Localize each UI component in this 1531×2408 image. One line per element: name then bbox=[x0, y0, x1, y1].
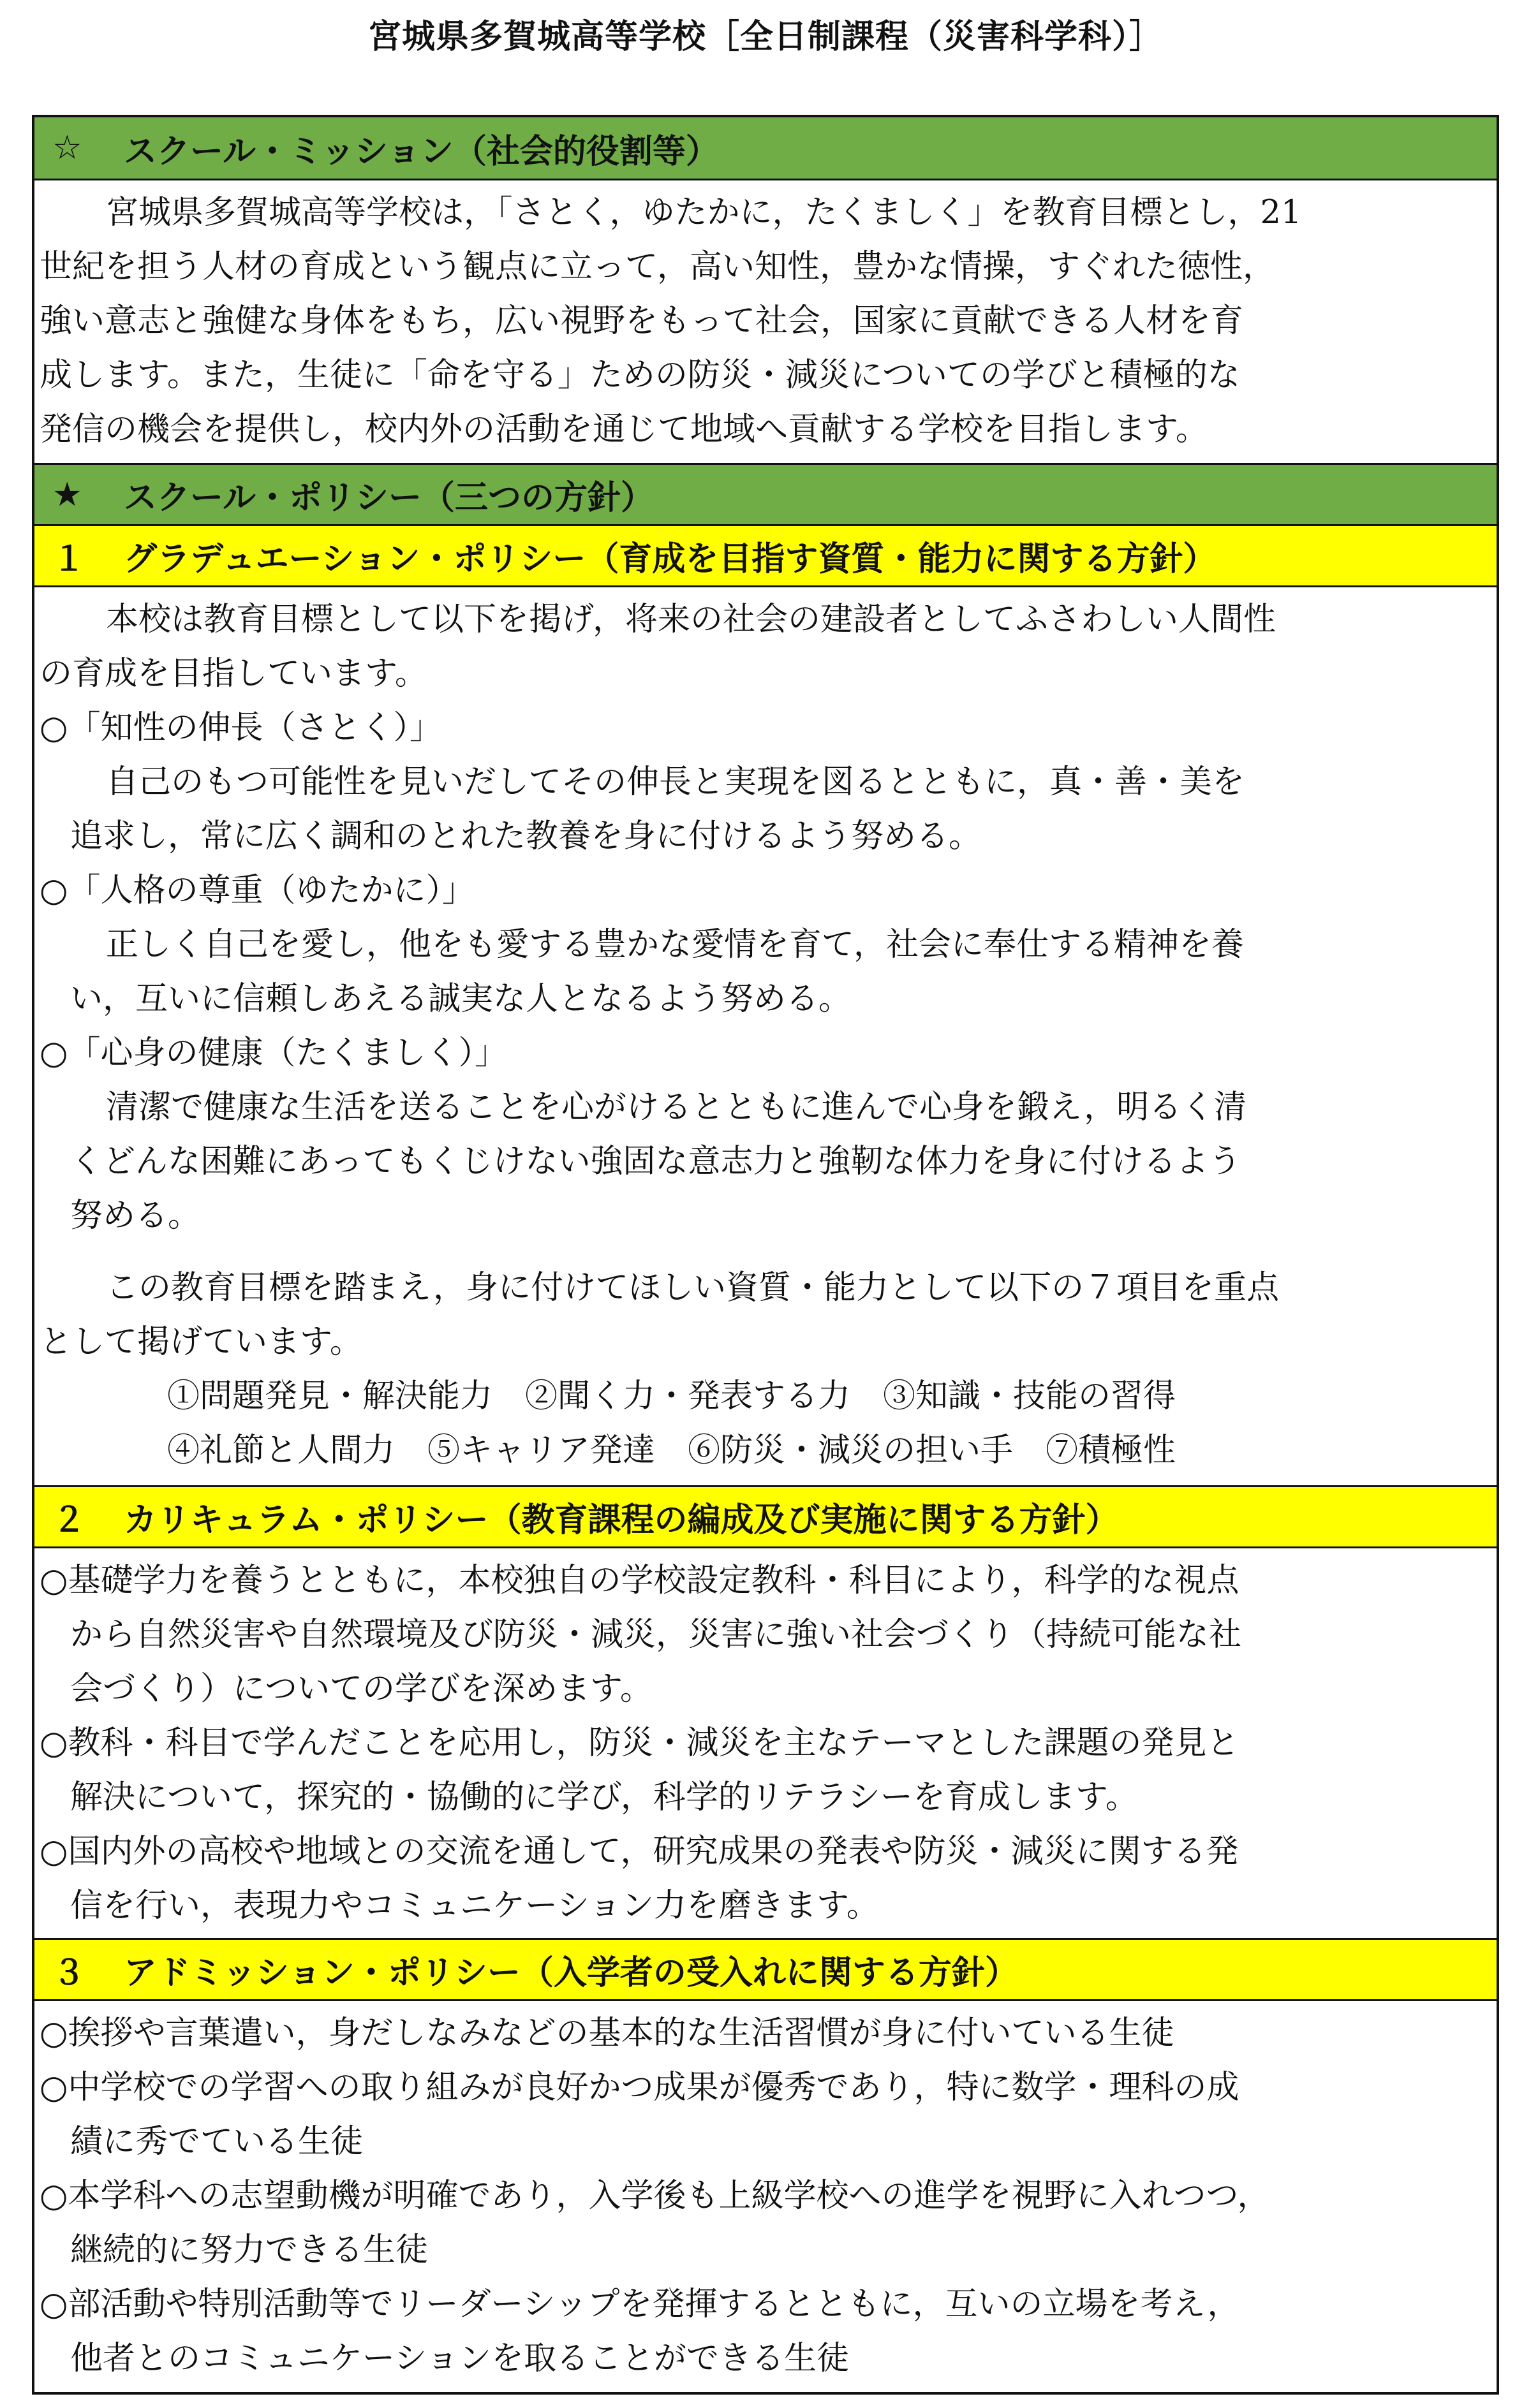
admission-item-line: ○中学校での学習への取り組みが良好かつ成果が優秀であり，特に数学・理科の成 bbox=[40, 2069, 1239, 2106]
mission-line: 強い意志と強健な身体をもち，広い視野をもって社会，国家に貢献できる人材を育 bbox=[40, 302, 1244, 340]
goal-title: ○「心身の健康（たくましく）」 bbox=[40, 1034, 508, 1072]
curriculum-heading: カリキュラム・ポリシー（教育課程の編成及び実施に関する方針） bbox=[124, 1501, 1119, 1539]
goal-title: ○「人格の尊重（ゆたかに）」 bbox=[40, 872, 475, 909]
mission-line: 発信の機会を提供し，校内外の活動を通じて地域へ貢献する学校を目指します。 bbox=[40, 411, 1208, 448]
graduation-heading: グラデュエーション・ポリシー（育成を目指す資質・能力に関する方針） bbox=[124, 540, 1217, 578]
admission-body bbox=[34, 1999, 1497, 2392]
competency-list-line: ①問題発見・解決能力 ②聞く力・発表する力 ③知識・技能の習得 bbox=[167, 1377, 1176, 1415]
goal-line: 追求し，常に広く調和のとれた教養を身に付けるよう努める。 bbox=[70, 818, 982, 855]
graduation-intro-line: の育成を目指しています。 bbox=[40, 655, 427, 693]
mission-line: 宮城県多賀城高等学校は，「さとく，ゆたかに，たくましく」を教育目標とし，21 bbox=[106, 194, 1302, 231]
mission-line: 世紀を担う人材の育成という観点に立って，高い知性，豊かな情操，すぐれた徳性， bbox=[40, 248, 1275, 286]
curriculum-header bbox=[34, 1485, 1497, 1546]
goal-line: 清潔で健康な生活を送ることを心がけるとともに進んで心身を鍛え，明るく清 bbox=[106, 1089, 1247, 1126]
curriculum-item-line: ○国内外の高校や地域との交流を通して，研究成果の発表や防災・減災に関する発 bbox=[40, 1833, 1239, 1870]
star-filled-icon: ★ bbox=[52, 475, 82, 514]
mission-heading: スクール・ミッション（社会的役割等） bbox=[124, 132, 719, 171]
admission-item-line: 継続的に努力できる生徒 bbox=[70, 2231, 429, 2269]
goal-line: くどんな困難にあってもくじけない強固な意志力と強靭な体力を身に付けるよう bbox=[70, 1143, 1241, 1180]
graduation-header bbox=[34, 524, 1497, 585]
mission-body bbox=[34, 179, 1497, 463]
curriculum-item-line: 解決について，探究的・協働的に学び，科学的リテラシーを育成します。 bbox=[70, 1779, 1138, 1816]
admission-heading: アドミッション・ポリシー（入学者の受入れに関する方針） bbox=[124, 1954, 1018, 1992]
curriculum-item-line: から自然災害や自然環境及び防災・減災，災害に強い社会づくり（持続可能な社 bbox=[70, 1616, 1242, 1654]
policy-header bbox=[34, 463, 1497, 524]
admission-item-line: ○部活動や特別活動等でリーダーシップを発揮するとともに，互いの立場を考え， bbox=[40, 2286, 1240, 2323]
curriculum-item-line: ○基礎学力を養うとともに，本校独自の学校設定教科・科目により，科学的な視点 bbox=[40, 1562, 1239, 1599]
goal-title: ○「知性の伸長（さとく）」 bbox=[40, 709, 443, 747]
curriculum-body bbox=[34, 1546, 1497, 1938]
spacer bbox=[40, 1243, 1497, 1261]
admission-item-line: 績に秀でている生徒 bbox=[70, 2123, 364, 2161]
graduation-intro-line: 本校は教育目標として以下を掲げ，将来の社会の建設者としてふさわしい人間性 bbox=[106, 601, 1276, 638]
competency-list-line: ④礼節と人間力 ⑤キャリア発達 ⑥防災・減災の担い手 ⑦積極性 bbox=[167, 1432, 1176, 1469]
curriculum-item-line: ○教科・科目で学んだことを応用し，防災・減災を主なテーマとした課題の発見と bbox=[40, 1724, 1239, 1762]
policy-table bbox=[32, 115, 1499, 2395]
summary-line: として掲げています。 bbox=[40, 1323, 362, 1361]
mission-header bbox=[34, 117, 1497, 179]
goal-line: 正しく自己を愛し，他をも愛する豊かな愛情を育て，社会に奉仕する精神を養 bbox=[106, 926, 1244, 964]
admission-item-line: ○挨拶や言葉遣い，身だしなみなどの基本的な生活習慣が身に付いている生徒 bbox=[40, 2015, 1174, 2052]
summary-line: この教育目標を踏まえ，身に付けてほしい資質・能力として以下の７項目を重点 bbox=[106, 1269, 1280, 1307]
graduation-body bbox=[34, 585, 1497, 1485]
curriculum-item-line: 会づくり）についての学びを深めます。 bbox=[70, 1670, 653, 1708]
admission-item-line: 他者とのコミュニケーションを取ることができる生徒 bbox=[70, 2340, 849, 2377]
goal-line: い，互いに信頼しあえる誠実な人となるよう努める。 bbox=[70, 980, 852, 1018]
curriculum-item-line: 信を行い，表現力やコミュニケーション力を磨きます。 bbox=[70, 1887, 879, 1925]
goal-line: 努める。 bbox=[70, 1197, 201, 1235]
admission-header bbox=[34, 1938, 1497, 1999]
goal-line: 自己のもつ可能性を見いだしてその伸長と実現を図るとともに，真・善・美を bbox=[106, 763, 1245, 801]
star-outline-icon: ☆ bbox=[52, 129, 82, 167]
policy-heading: スクール・ポリシー（三つの方針） bbox=[124, 479, 654, 517]
admission-item-line: ○本学科への志望動機が明確であり，入学後も上級学校への進学を視野に入れつつ， bbox=[40, 2177, 1270, 2215]
admission-number: ３ bbox=[52, 1954, 86, 1992]
mission-line: 成します。また，生徒に「命を守る」ための防災・減災についての学びと積極的な bbox=[40, 356, 1240, 394]
graduation-number: １ bbox=[52, 540, 86, 578]
document-title: 宮城県多賀城高等学校［全日制課程（災害科学科）］ bbox=[367, 18, 1163, 56]
curriculum-number: ２ bbox=[52, 1501, 86, 1539]
